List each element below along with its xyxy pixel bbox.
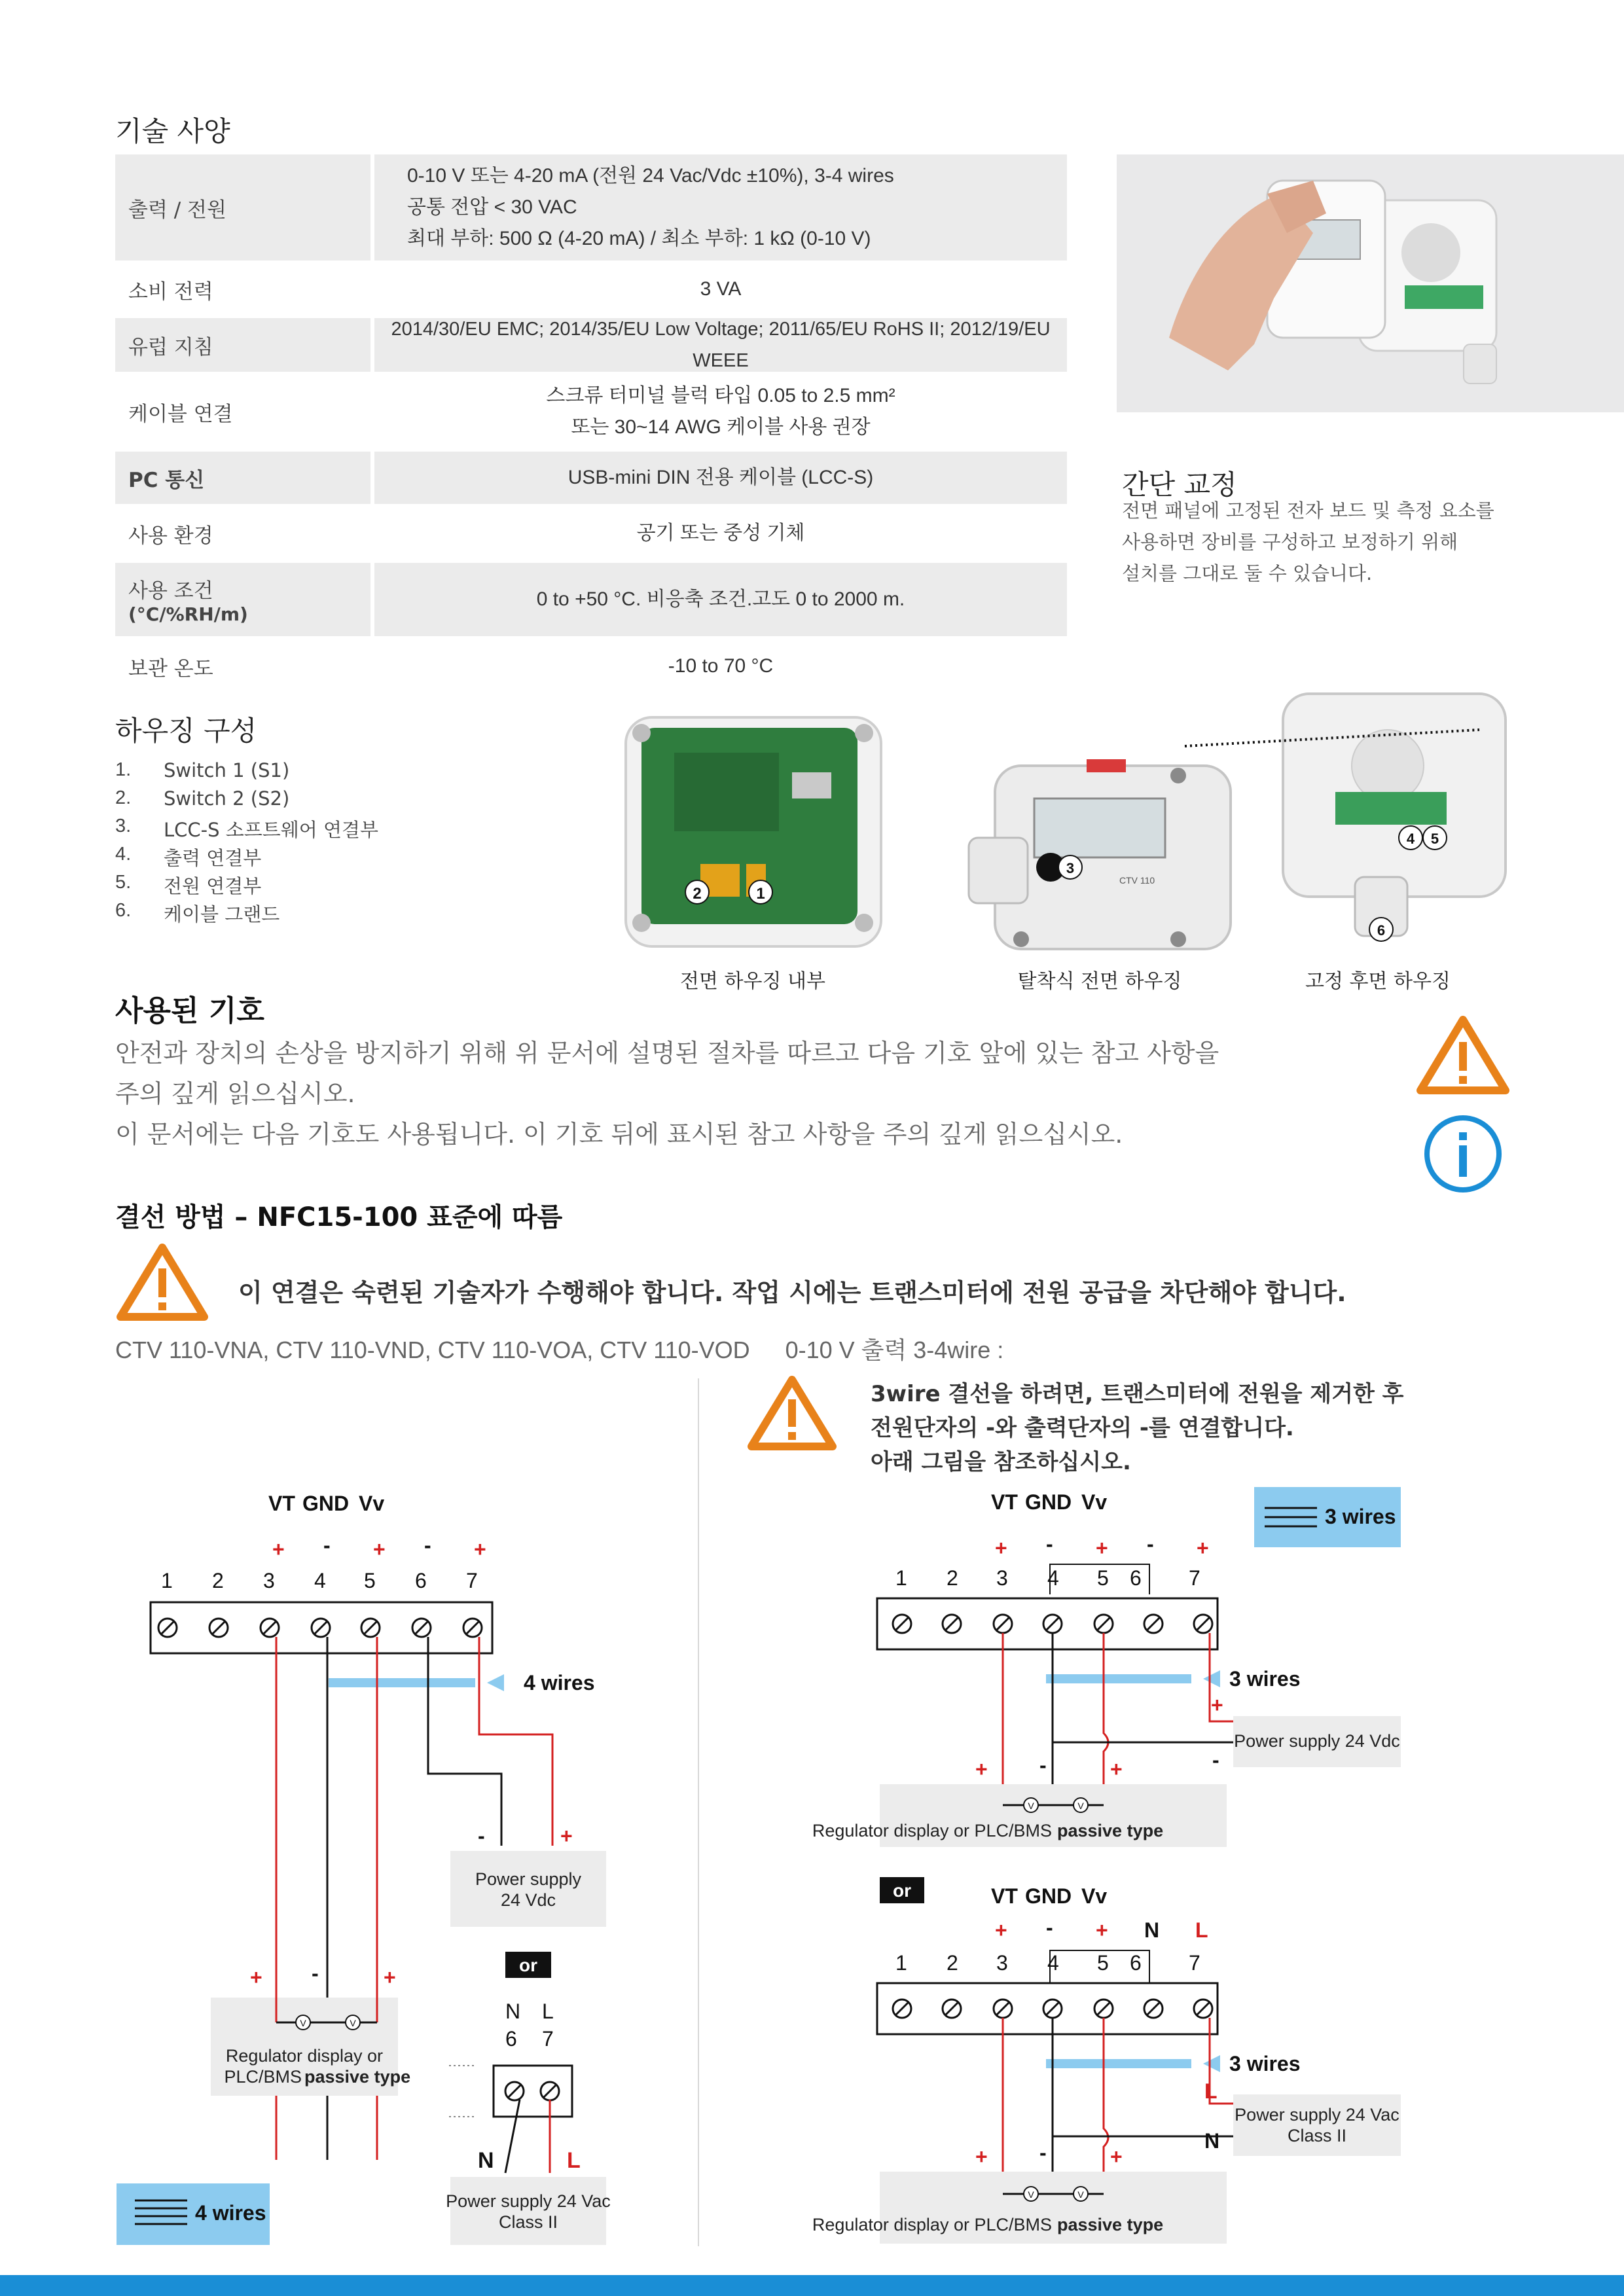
caption-fixed-rear: 고정 후면 하우징 [1305,970,1451,993]
removable-front-photo [962,759,1237,956]
svg-text:5: 5 [1097,1951,1109,1975]
spec-key: 케이블 연결 [128,402,233,426]
svg-text:3: 3 [996,1951,1008,1975]
spec-value: 또는 30~14 AWG 케이블 사용 권장 [571,416,871,438]
gnd-label: GND [302,1492,350,1515]
sign: - [424,1534,431,1557]
svg-text:L: L [1195,1918,1208,1942]
svg-text:3: 3 [1066,860,1075,876]
spec-value: 0-10 V 또는 4-20 mA (전원 24 Vac/Vdc ±10%), 3-4 wires [407,165,894,187]
spec-value: -10 to 70 °C [668,655,774,677]
svg-text:L: L [567,2148,581,2173]
spec-value: 공통 전압 < 30 VAC [407,196,577,218]
wiring-warning-icon [114,1241,211,1325]
terminal-number: 6 [415,1569,427,1592]
housing-title: 하우징 구성 [115,715,257,747]
spec-value: 0 to +50 °C. 비응축 조건.고도 0 to 2000 m. [536,588,905,610]
terminal-block [877,1598,1218,1649]
svg-text:or: or [893,1880,911,1901]
svg-text:+: + [1197,1536,1209,1560]
svg-text:4: 4 [1047,1566,1059,1590]
svg-text:N: N [505,2000,521,2023]
svg-text:5: 5 [1430,831,1439,847]
svg-text:Class II: Class II [498,2212,558,2232]
list-item: 4. 출력 연결부 [115,844,262,869]
svg-text:2: 2 [693,885,702,903]
wiring-title: 결선 방법 – NFC15-100 표준에 따름 [115,1202,563,1232]
info-icon [1422,1113,1504,1195]
svg-text:Power supply 24 Vac: Power supply 24 Vac [446,2191,611,2211]
spec-key: 사용 조건 [128,579,213,603]
terminal-number: 1 [161,1569,173,1592]
spec-value: 공기 또는 중성 기체 [636,522,805,544]
svg-text:PLC/BMS: PLC/BMS [224,2067,302,2087]
svg-text:+: + [1211,1693,1223,1717]
warning-icon [1414,1013,1512,1098]
svg-text:6: 6 [505,2027,517,2051]
svg-text:Vv: Vv [1081,1884,1108,1908]
svg-text:N: N [1144,1918,1160,1942]
spec-table [115,154,1067,696]
svg-text:+: + [1110,2145,1123,2168]
spec-row-directive [115,318,1067,376]
svg-text:passive type: passive type [1057,2215,1164,2234]
symbols-text-2: 이 문서에는 다음 기호도 사용됩니다. 이 기호 뒤에 표시된 참고 사항을 주의 깊게 읽으십시오. [115,1120,1123,1149]
svg-text:Power supply: Power supply [475,1869,582,1889]
spec-key: 출력 / 전원 [128,198,226,222]
easy-calibration-title: 간단 교정 [1122,469,1237,501]
terminal-number: 4 [314,1569,326,1592]
svg-text:1: 1 [895,1566,907,1590]
spec-row-storage [115,640,1067,696]
svg-text:+: + [975,2145,988,2168]
sign: + [373,1537,386,1561]
list-item: 6. 케이블 그랜드 [115,900,280,925]
spec-row-cable [115,376,1067,452]
wiring-diagram-3wire-dc [812,1478,1506,1851]
spec-row-conditions [115,563,1067,640]
svg-text:7: 7 [1189,1951,1200,1975]
svg-text:Regulator display or: Regulator display or [225,2046,384,2066]
vt-label: VT [268,1492,295,1515]
svg-text:Regulator display or PLC/BMS: Regulator display or PLC/BMS [812,1821,1052,1840]
svg-text:+: + [1110,1757,1123,1781]
svg-text:N: N [1204,2129,1220,2153]
sign: - [478,1824,485,1848]
spec-row-power [115,264,1067,318]
spec-value: 3 VA [700,278,742,300]
svg-text:-: - [1039,2141,1047,2164]
terminal-number: 3 [263,1569,275,1592]
terminal-number: 2 [212,1569,224,1592]
svg-text:1: 1 [895,1951,907,1975]
list-item: 2. Switch 2 (S2) [115,787,290,810]
svg-text:+: + [1096,1918,1108,1942]
spec-title: 기술 사양 [115,115,230,147]
spec-value: USB-mini DIN 전용 케이블 (LCC-S) [568,467,874,488]
svg-text:3 wires: 3 wires [1325,1505,1396,1528]
spec-key: 보관 온도 [128,656,213,681]
svg-text:N: N [478,2148,494,2173]
symbols-title: 사용된 기호 [115,994,264,1028]
spec-key: PC 통신 [128,468,205,492]
svg-text:V: V [1028,2189,1034,2200]
spec-value: 최대 부하: 500 Ω (4-20 mA) / 최소 부하: 1 kΩ (0-10 V) [407,228,871,249]
svg-text:+: + [995,1536,1007,1560]
svg-text:passive type: passive type [304,2067,411,2087]
svg-text:4: 4 [1406,831,1415,847]
svg-text:-: - [1046,1532,1053,1556]
list-item: 3. LCC-S 소프트웨어 연결부 [115,816,379,841]
list-item: 5. 전원 연결부 [115,872,262,897]
spec-key-sub: (°C/%RH/m) [128,603,248,625]
symbols-text-1: 안전과 장치의 손상을 방지하기 위해 위 문서에 설명된 절차를 따르고 다음 기호 앞에 있는 참고 사항을 주의 깊게 읽으십시오. [115,1039,1219,1108]
svg-text:L: L [542,2000,554,2023]
svg-text:or: or [519,1955,537,1975]
svg-text:4 wires: 4 wires [195,2201,266,2225]
sign: + [560,1824,573,1848]
svg-text:V: V [300,2018,306,2028]
terminal-number: 7 [466,1569,478,1592]
spec-row-pc [115,452,1067,508]
spec-value: 2014/30/EU EMC; 2014/35/EU Low Voltage; 2011/65/EU RoHS II; 2012/19/EU WEEE [391,319,1051,371]
sign: + [384,1965,396,1989]
wiring-diagram-4wire [115,1479,691,2251]
svg-text:VT: VT [991,1490,1018,1514]
footer-bar [0,2275,1624,2296]
sign: + [250,1965,262,1989]
easy-calibration-text: 전면 패널에 고정된 전자 보드 및 측정 요소를 사용하면 장비를 구성하고 보정하기 위해 설치를 그대로 둘 수 있습니다. [1122,499,1494,584]
installation-photo [1117,154,1624,412]
svg-text:V: V [1028,1801,1034,1811]
front-housing-photo [622,713,884,949]
svg-text:5: 5 [1097,1566,1109,1590]
caption-front-inside: 전면 하우징 내부 [680,970,825,993]
callout-warning-icon [746,1373,838,1454]
spec-key: 사용 환경 [128,524,213,548]
sign: - [323,1534,331,1557]
svg-text:1: 1 [756,885,765,903]
svg-text:-: - [1046,1916,1053,1939]
svg-text:-: - [1147,1532,1154,1556]
svg-text:V: V [350,2018,356,2028]
svg-text:+: + [995,1918,1007,1942]
fixed-rear-photo [1270,687,1519,949]
svg-text:Vv: Vv [1081,1490,1108,1514]
svg-text:Power supply 24 Vac: Power supply 24 Vac [1235,2105,1399,2125]
svg-text:GND: GND [1025,1490,1072,1514]
svg-text:+: + [1096,1536,1108,1560]
three-wire-callout: 3wire 결선을 하려면, 트랜스미터에 전원을 제거한 후 전원단자의 -와 출력단자의 -를 연결합니다. 아래 그림을 참조하십시오. [871,1381,1404,1475]
svg-text:Class II: Class II [1287,2126,1347,2145]
svg-text:-: - [1212,1748,1219,1772]
svg-text:V: V [1077,1801,1084,1811]
caption-removable-front: 탈착식 전면 하우징 [1017,970,1182,993]
spec-key: 유럽 지침 [128,335,213,359]
housing-list [115,759,378,928]
power-supply-24vac-right [1233,2094,1401,2156]
svg-text:2: 2 [947,1566,958,1590]
svg-text:L: L [1204,2079,1218,2103]
svg-text:7: 7 [542,2027,554,2051]
vv-label: Vv [359,1492,385,1515]
svg-text:-: - [1039,1753,1047,1777]
svg-text:Power supply 24 Vdc: Power supply 24 Vdc [1234,1731,1400,1751]
wiring-warning-text: 이 연결은 숙련된 기술자가 수행해야 합니다. 작업 시에는 트랜스미터에 전원 공급을 차단해야 합니다. [238,1278,1346,1307]
list-item: 1. Switch 1 (S1) [115,759,290,781]
model-list: CTV 110-VNA, CTV 110-VND, CTV 110-VOA, CTV 110-VOD 0-10 V 출력 3-4wire : [115,1336,1004,1363]
sign: - [312,1962,319,1985]
spec-key: 소비 전력 [128,279,213,304]
svg-text:GND: GND [1025,1884,1072,1908]
wiring-diagram-3wire-ac [812,1872,1506,2251]
svg-text:VT: VT [991,1884,1018,1908]
svg-text:7: 7 [1189,1566,1200,1590]
svg-text:6: 6 [1130,1566,1142,1590]
svg-text:passive type: passive type [1057,1821,1164,1840]
svg-text:CTV 110: CTV 110 [1119,875,1155,886]
svg-text:Regulator display or PLC/BMS: Regulator display or PLC/BMS [812,2215,1052,2234]
svg-text:4: 4 [1047,1951,1059,1975]
terminal-block [877,1983,1218,2034]
four-wires-label: 4 wires [524,1671,595,1695]
svg-text:2: 2 [947,1951,958,1975]
spec-row-output [115,154,1067,264]
spec-value: 스크류 터미널 블럭 타입 0.05 to 2.5 mm² [546,385,895,406]
svg-text:24 Vdc: 24 Vdc [500,1890,556,1910]
power-supply-24vac-box [450,2177,606,2245]
svg-text:3 wires: 3 wires [1229,1667,1301,1691]
svg-text:6: 6 [1377,922,1386,939]
svg-text:6: 6 [1130,1951,1142,1975]
sign: + [272,1537,285,1561]
terminal-number: 5 [364,1569,376,1592]
svg-text:+: + [975,1757,988,1781]
sign: + [474,1537,486,1561]
svg-text:3: 3 [996,1566,1008,1590]
power-supply-24vdc-box [450,1851,606,1927]
column-divider [698,1378,699,2246]
svg-text:V: V [1077,2189,1084,2200]
spec-row-env [115,508,1067,563]
svg-text:3 wires: 3 wires [1229,2052,1301,2075]
